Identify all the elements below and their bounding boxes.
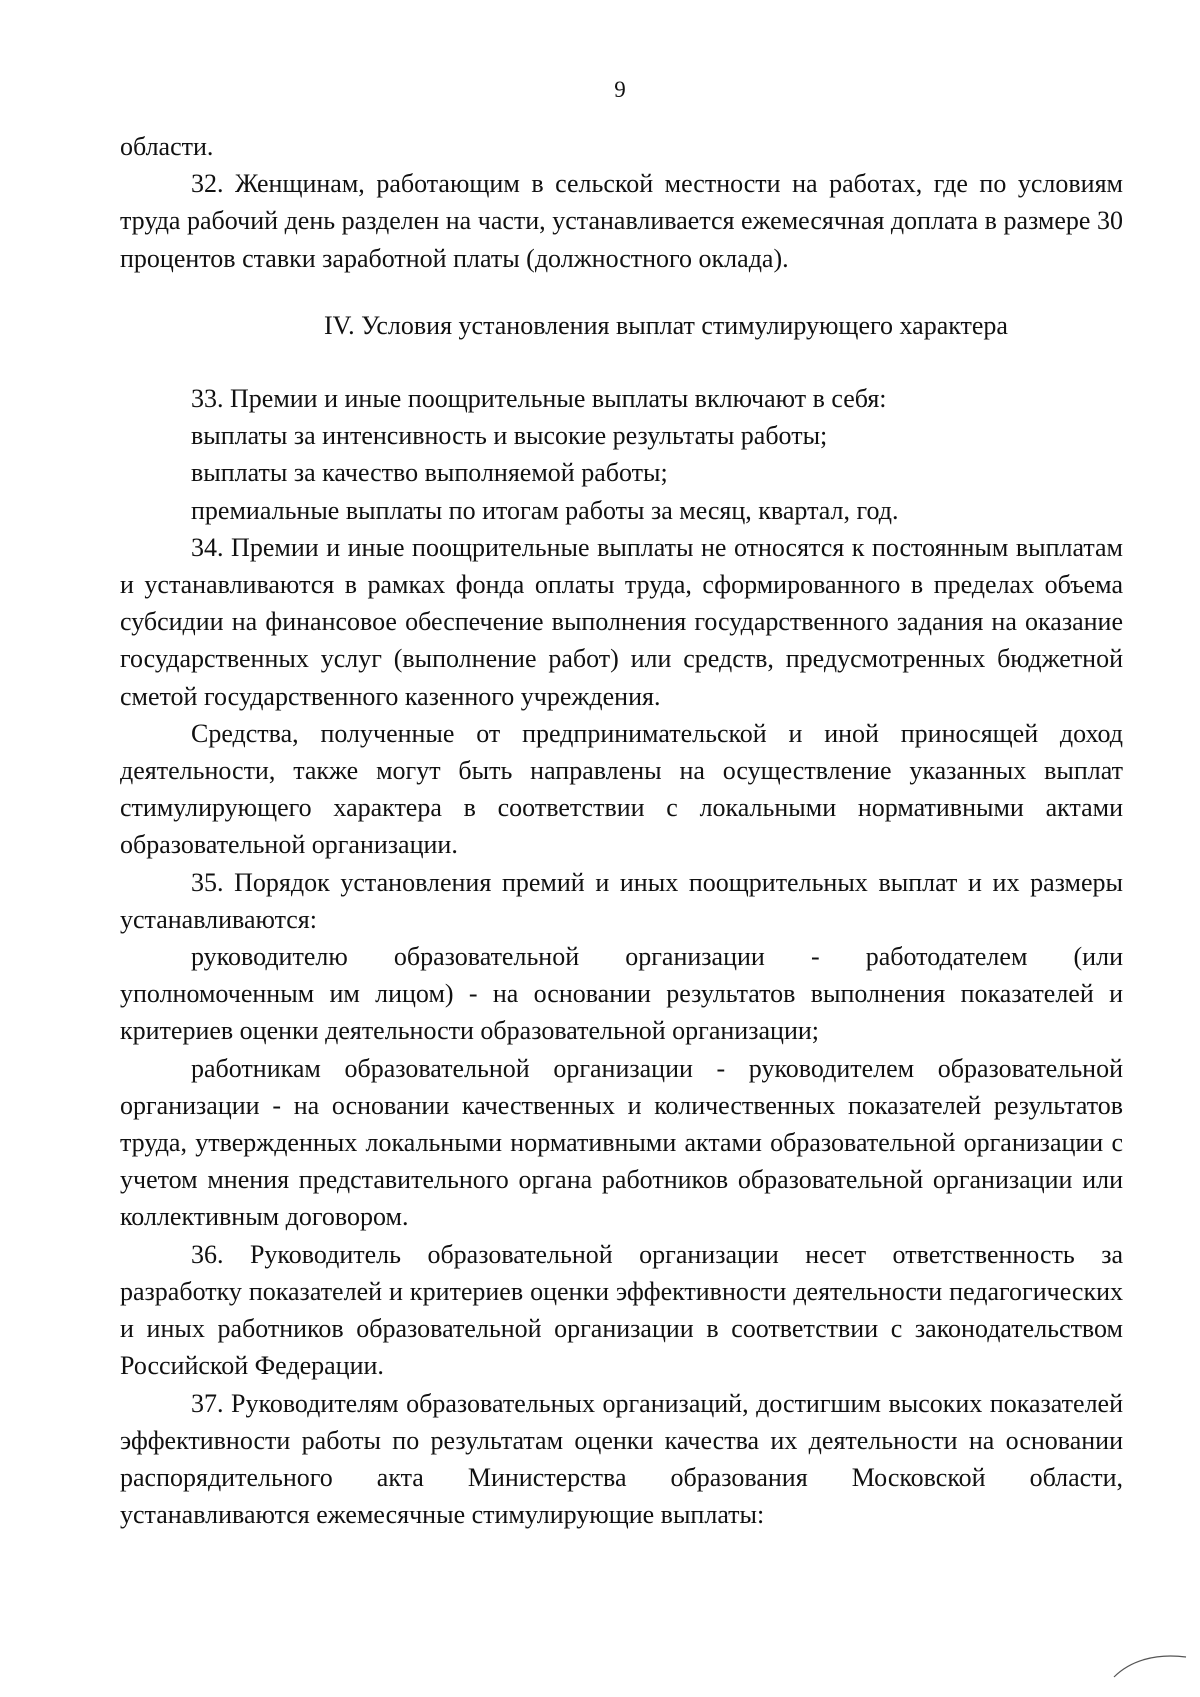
paragraph-37: 37. Руководителям образовательных организаций, достигшим высоких показателей эффективности работы по результатам оценки качества их деятельности на основании распорядительного акта Министерства образования Московской области, устанавливаются ежемесячные стимулирующие выплаты: — [120, 1388, 1123, 1530]
paragraph-33-item-3: премиальные выплаты по итогам работы за месяц, квартал, год. — [191, 495, 899, 525]
paragraph-33-item-1: выплаты за интенсивность и высокие результаты работы; — [191, 421, 828, 451]
corner-scan-mark — [1110, 1643, 1190, 1683]
paragraph-35-staff: работникам образовательной организации - руководителем образовательной организации - на основании качественных и количественных показателей результатов труда, утвержденных локальными нормативными актами образовательной организации с учетом мнения представительного органа работников образовательной организации или коллективным договором. — [120, 1053, 1123, 1232]
paragraph-35-head: руководителю образовательной организации - работодателем (или уполномоченным им лицом) - на основании результатов выполнения показателей и критериев оценки деятельности образовательной организации; — [120, 942, 1123, 1046]
paragraph-34: 34. Премии и иные поощрительные выплаты не относятся к постоянным выплатам и устанавливаются в рамках фонда оплаты труда, сформированного в пределах объема субсидии на финансовое обеспечение выполнения государственного задания на оказание государственных услуг (выполнение работ) или средств, предусмотренных бюджетной сметой государственного казенного учреждения. — [120, 532, 1123, 711]
document-body — [120, 128, 1123, 1533]
paragraph-34-funds: Средства, полученные от предпринимательской и иной приносящей доход деятельности, также могут быть направлены на осуществление указанных выплат стимулирующего характера в соответствии с локальными нормативными актами образовательной организации. — [120, 718, 1123, 860]
section-heading-iv: IV. Условия установления выплат стимулирующего характера — [324, 310, 1008, 340]
paragraph-35: 35. Порядок установления премий и иных поощрительных выплат и их размеры устанавливаются: — [120, 867, 1123, 934]
paragraph-36: 36. Руководитель образовательной организации несет ответственность за разработку показателей и критериев оценки эффективности деятельности педагогических и иных работников образовательной организации в соответствии с законодательством Российской Федерации. — [120, 1239, 1123, 1381]
paragraph-32: 32. Женщинам, работающим в сельской местности на работах, где по условиям труда рабочий день разделен на части, устанавливается ежемесячная доплата в размере 30 процентов ставки заработной платы (должностного оклада). — [120, 169, 1123, 273]
page-number: 9 — [614, 77, 626, 102]
paragraph-continuation: области. — [120, 132, 214, 161]
paragraph-33: 33. Премии и иные поощрительные выплаты включают в себя: — [191, 384, 887, 414]
paragraph-33-item-2: выплаты за качество выполняемой работы; — [191, 458, 668, 488]
